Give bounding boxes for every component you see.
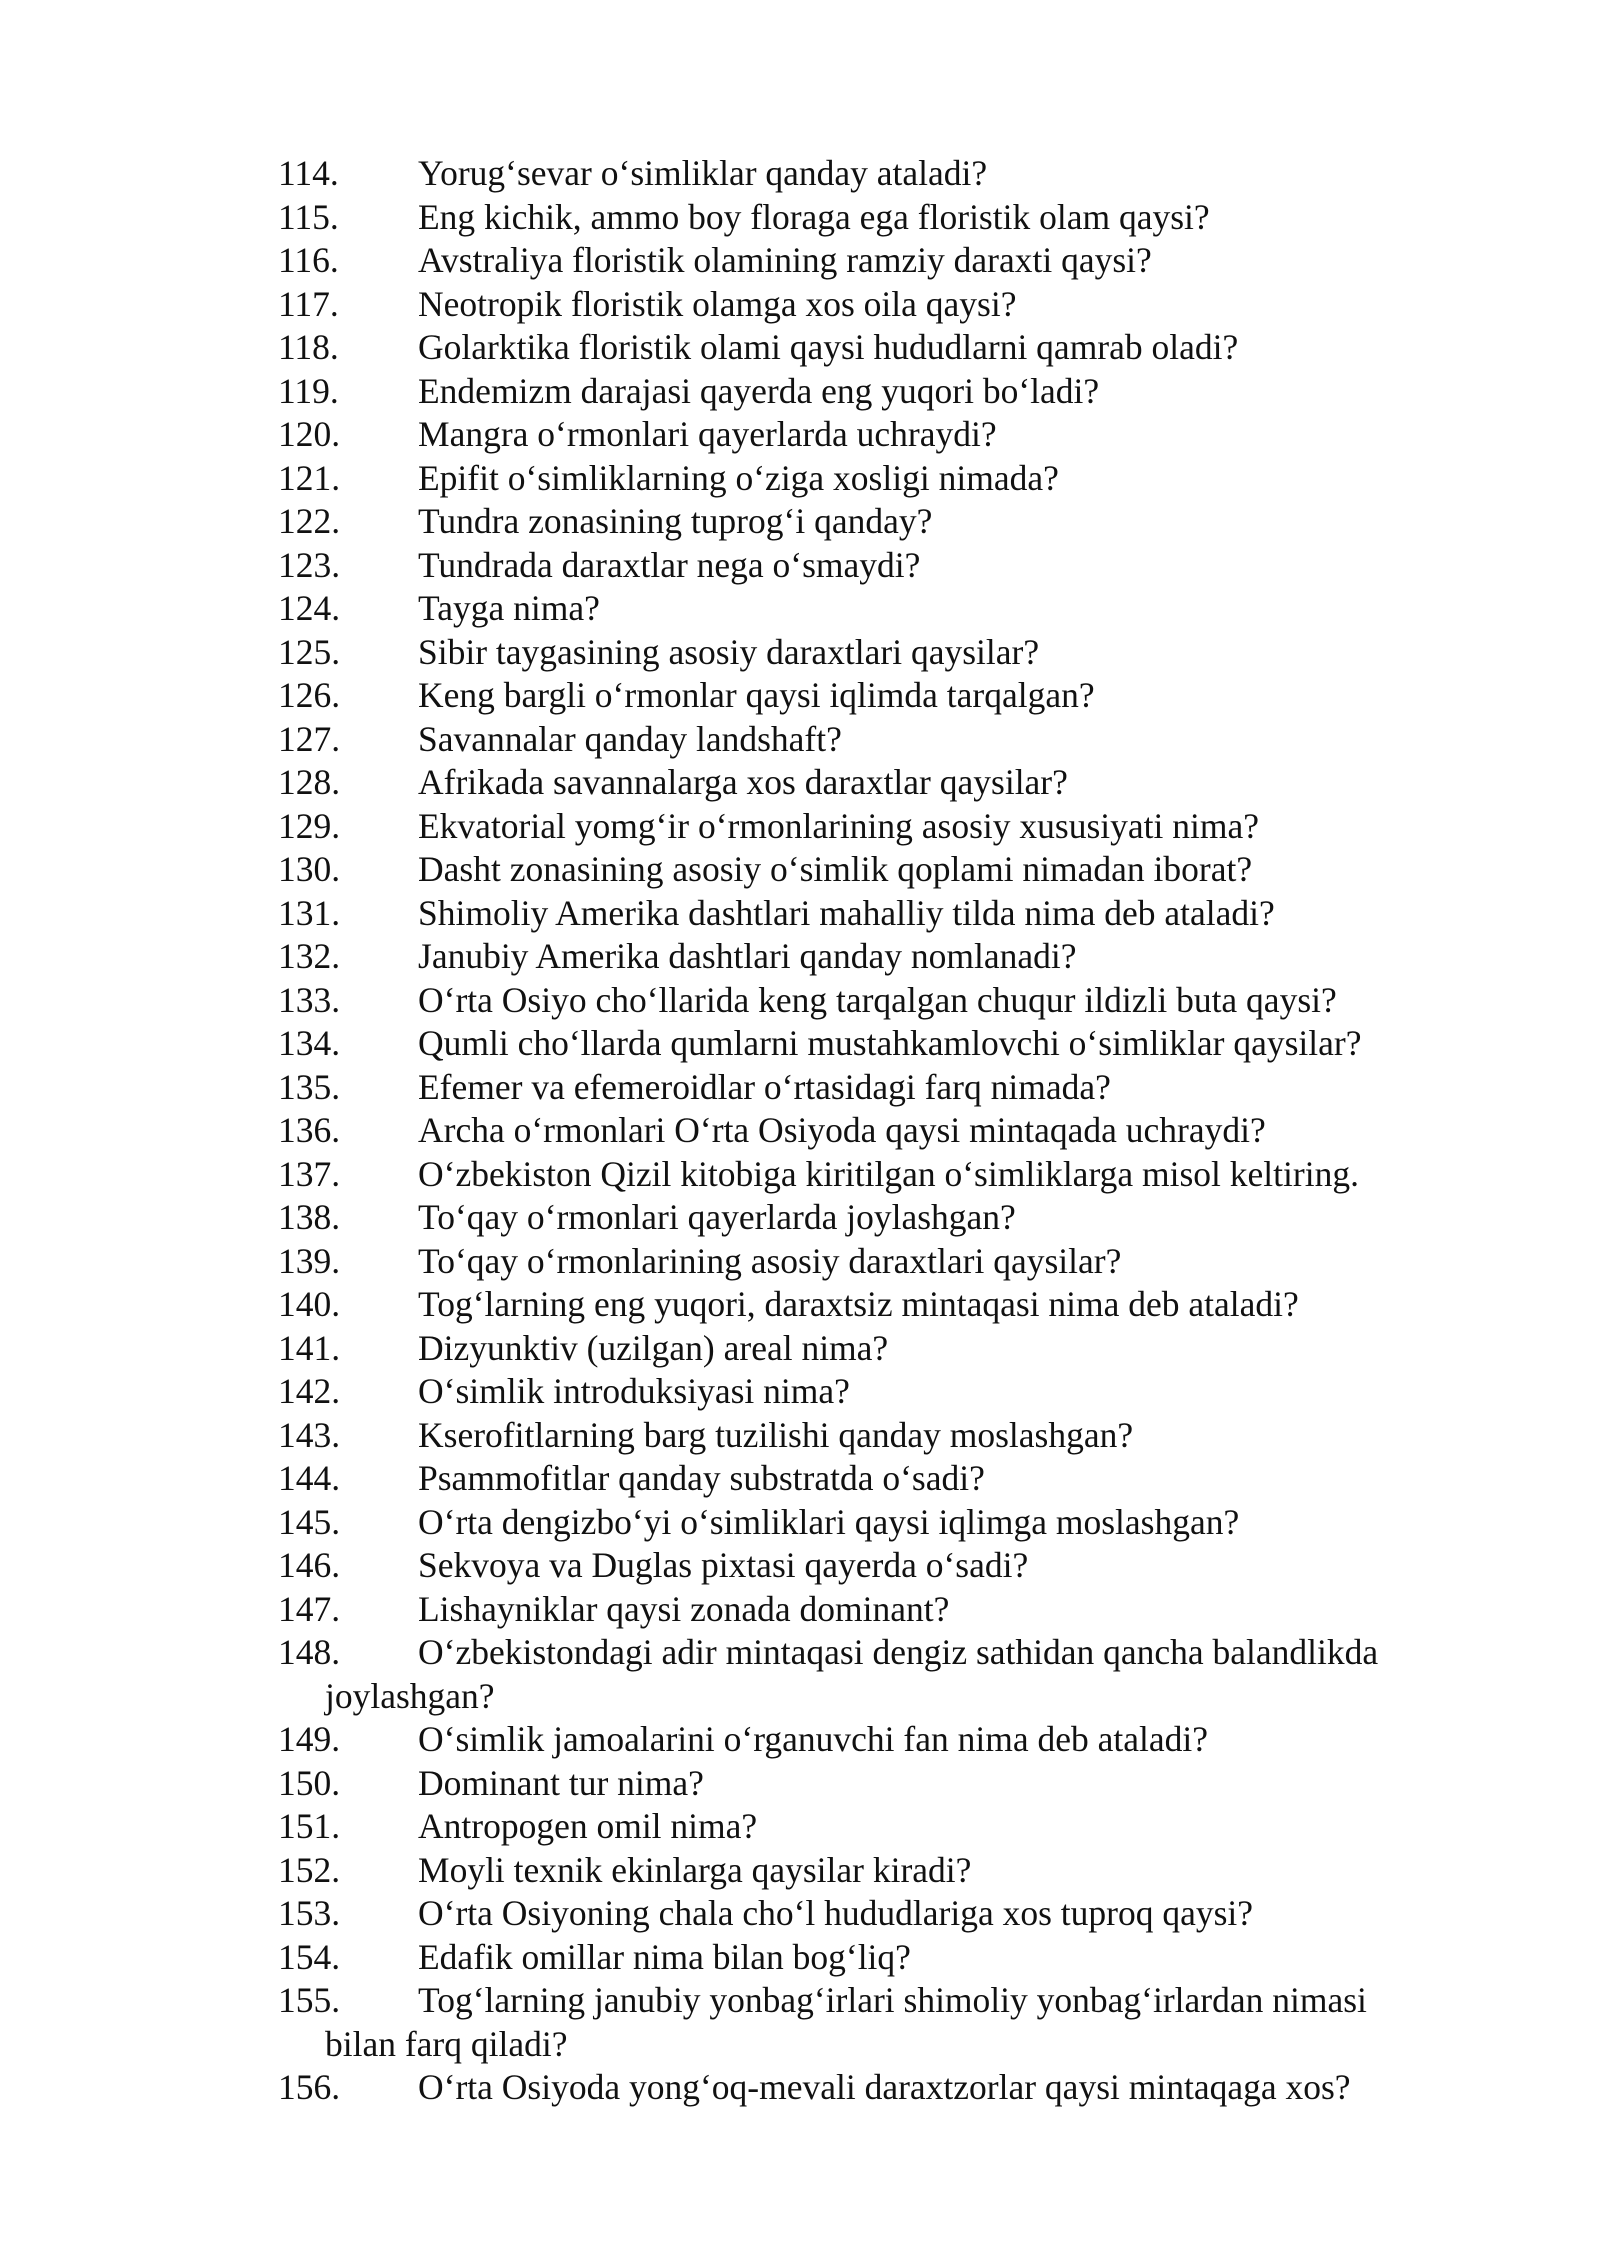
question-item — [231, 848, 1458, 892]
question-text: Neotropik floristik olamga xos oila qaysi? — [418, 283, 1017, 324]
question-line — [278, 2066, 1458, 2110]
question-text: Tundra zonasining tuprog‘i qanday? — [418, 501, 933, 541]
question-number: 144. — [278, 1458, 341, 1498]
question-line — [278, 152, 1458, 196]
question-item — [231, 413, 1458, 457]
question-number: 115. — [278, 196, 339, 237]
question-item — [231, 1501, 1458, 1545]
question-item — [231, 718, 1458, 762]
question-line — [278, 1849, 1458, 1893]
question-number: 146. — [278, 1545, 341, 1585]
question-text: Savannalar qanday landshaft? — [418, 718, 842, 759]
question-item — [231, 892, 1458, 936]
question-text: Archa o‘rmonlari O‘rta Osiyoda qaysi mintaqada uchraydi? — [418, 1110, 1266, 1150]
question-text: Endemizm darajasi qayerda eng yuqori bo‘ladi? — [418, 370, 1100, 411]
question-number: 150. — [278, 1762, 341, 1803]
question-line — [278, 326, 1458, 370]
question-item — [231, 1849, 1458, 1893]
question-line — [278, 457, 1458, 501]
question-line — [278, 892, 1458, 936]
question-line — [278, 1631, 1458, 1675]
question-item — [231, 1240, 1458, 1284]
question-line — [278, 935, 1458, 979]
question-text: O‘rta dengizbo‘yi o‘simliklari qaysi iqlimga moslashgan? — [418, 1501, 1240, 1542]
question-text: Keng bargli o‘rmonlar qaysi iqlimda tarqalgan? — [418, 675, 1095, 715]
question-line — [278, 413, 1458, 457]
question-text: Golarktika floristik olami qaysi hududlarni qamrab oladi? — [418, 327, 1239, 367]
question-list — [278, 152, 1458, 2110]
question-line — [278, 631, 1458, 675]
question-text: To‘qay o‘rmonlari qayerlarda joylashgan? — [418, 1197, 1016, 1237]
question-item — [231, 805, 1458, 849]
question-item — [231, 587, 1458, 631]
question-number: 124. — [278, 588, 341, 628]
question-line — [278, 1283, 1458, 1327]
question-number: 129. — [278, 805, 341, 846]
question-number: 116. — [278, 240, 339, 280]
question-number: 121. — [278, 457, 341, 498]
question-text: O‘rta Osiyoda yong‘oq-mevali daraxtzorlar qaysi mintaqaga xos? — [418, 2067, 1351, 2107]
question-line — [278, 1109, 1458, 1153]
question-line — [278, 1718, 1458, 1762]
question-item — [231, 1022, 1458, 1066]
question-item — [231, 1544, 1458, 1588]
question-line — [278, 196, 1458, 240]
question-number: 153. — [278, 1893, 341, 1933]
question-number: 140. — [278, 1284, 341, 1324]
question-line — [278, 544, 1458, 588]
question-text: Afrikada savannalarga xos daraxtlar qaysilar? — [418, 762, 1068, 802]
question-number: 142. — [278, 1371, 341, 1411]
question-item — [231, 152, 1458, 196]
question-text: O‘simlik introduksiyasi nima? — [418, 1371, 850, 1411]
question-item — [231, 370, 1458, 414]
question-number: 126. — [278, 675, 341, 715]
question-number: 138. — [278, 1197, 341, 1237]
question-text: Edafik omillar nima bilan bog‘liq? — [418, 1936, 911, 1977]
question-item — [231, 326, 1458, 370]
question-item — [231, 1805, 1458, 1849]
question-line — [278, 1370, 1458, 1414]
question-item — [231, 1979, 1458, 2066]
question-line — [278, 674, 1458, 718]
question-item — [231, 1457, 1458, 1501]
question-text: Avstraliya floristik olamining ramziy daraxti qaysi? — [418, 240, 1152, 280]
question-text: Tundrada daraxtlar nega o‘smaydi? — [418, 544, 921, 585]
question-line — [278, 1457, 1458, 1501]
question-item — [231, 1109, 1458, 1153]
question-item — [231, 1718, 1458, 1762]
question-line — [278, 239, 1458, 283]
question-text: O‘rta Osiyo cho‘llarida keng tarqalgan chuqur ildizli buta qaysi? — [418, 979, 1337, 1020]
question-number: 136. — [278, 1110, 341, 1150]
question-text: Moyli texnik ekinlarga qaysilar kiradi? — [418, 1849, 972, 1890]
question-number: 127. — [278, 718, 341, 759]
question-text: O‘rta Osiyoning chala cho‘l hududlariga xos tuproq qaysi? — [418, 1893, 1254, 1933]
question-number: 156. — [278, 2067, 341, 2107]
question-item — [231, 196, 1458, 240]
question-number: 145. — [278, 1501, 341, 1542]
question-item — [231, 1283, 1458, 1327]
question-text: O‘zbekiston Qizil kitobiga kiritilgan o‘simliklarga misol keltiring. — [418, 1153, 1359, 1194]
question-item — [231, 1936, 1458, 1980]
question-line — [278, 370, 1458, 414]
question-line — [278, 500, 1458, 544]
question-number: 139. — [278, 1240, 341, 1281]
question-line — [278, 718, 1458, 762]
question-line — [278, 283, 1458, 327]
question-text-continuation: joylashgan? — [325, 1675, 495, 1716]
question-text: Sekvoya va Duglas pixtasi qayerda o‘sadi? — [418, 1545, 1029, 1585]
question-number: 128. — [278, 762, 341, 802]
question-item — [231, 500, 1458, 544]
question-line — [278, 587, 1458, 631]
question-text: Dominant tur nima? — [418, 1762, 704, 1803]
question-item — [231, 1370, 1458, 1414]
question-line — [278, 1196, 1458, 1240]
question-number: 118. — [278, 327, 339, 367]
question-item — [231, 239, 1458, 283]
question-text: Tog‘larning janubiy yonbag‘irlari shimoliy yonbag‘irlardan nimasi — [418, 1980, 1367, 2020]
question-number: 141. — [278, 1327, 341, 1368]
question-item — [231, 631, 1458, 675]
question-text: Dasht zonasining asosiy o‘simlik qoplami nimadan iborat? — [418, 849, 1253, 889]
question-line — [278, 1022, 1458, 1066]
question-line — [278, 1414, 1458, 1458]
question-number: 133. — [278, 979, 341, 1020]
question-text-continuation: bilan farq qiladi? — [325, 2023, 568, 2064]
question-number: 154. — [278, 1936, 341, 1977]
question-text: Shimoliy Amerika dashtlari mahalliy tilda nima deb ataladi? — [418, 892, 1275, 933]
question-text: Epifit o‘simliklarning o‘ziga xosligi nimada? — [418, 457, 1059, 498]
question-text: Qumli cho‘llarda qumlarni mustahkamlovchi o‘simliklar qaysilar? — [418, 1023, 1362, 1063]
question-line — [278, 1892, 1458, 1936]
question-number: 131. — [278, 892, 341, 933]
question-item — [231, 1327, 1458, 1371]
question-line — [278, 1588, 1458, 1632]
question-item — [231, 1588, 1458, 1632]
question-line — [278, 1805, 1458, 1849]
question-number: 132. — [278, 936, 341, 976]
question-text: Janubiy Amerika dashtlari qanday nomlanadi? — [418, 936, 1077, 976]
question-item — [231, 979, 1458, 1023]
question-text: Psammofitlar qanday substratda o‘sadi? — [418, 1458, 985, 1498]
question-text: Lishayniklar qaysi zonada dominant? — [418, 1588, 950, 1629]
question-text: Tayga nima? — [418, 588, 600, 628]
question-line — [278, 1762, 1458, 1806]
question-line — [278, 1544, 1458, 1588]
question-text: To‘qay o‘rmonlarining asosiy daraxtlari qaysilar? — [418, 1240, 1122, 1281]
question-item — [231, 1414, 1458, 1458]
question-number: 114. — [278, 153, 339, 193]
question-line — [278, 1501, 1458, 1545]
question-text: Yorug‘sevar o‘simliklar qanday ataladi? — [418, 153, 988, 193]
question-text: Eng kichik, ammo boy floraga ega floristik olam qaysi? — [418, 196, 1210, 237]
question-number: 149. — [278, 1719, 341, 1759]
question-number: 120. — [278, 414, 341, 454]
question-item — [231, 2066, 1458, 2110]
question-item — [231, 935, 1458, 979]
question-number: 152. — [278, 1849, 341, 1890]
question-line — [278, 1153, 1458, 1197]
question-item — [231, 1066, 1458, 1110]
question-line — [278, 979, 1458, 1023]
question-number: 137. — [278, 1153, 341, 1194]
question-line — [278, 805, 1458, 849]
question-number: 151. — [278, 1806, 341, 1846]
question-number: 122. — [278, 501, 341, 541]
question-item — [231, 1196, 1458, 1240]
question-number: 125. — [278, 631, 341, 672]
question-number: 123. — [278, 544, 341, 585]
question-line — [278, 1327, 1458, 1371]
question-number: 135. — [278, 1066, 341, 1107]
question-number: 130. — [278, 849, 341, 889]
question-item — [231, 283, 1458, 327]
question-number: 117. — [278, 283, 339, 324]
question-number: 134. — [278, 1023, 341, 1063]
question-line — [278, 1066, 1458, 1110]
question-text: Tog‘larning eng yuqori, daraxtsiz mintaqasi nima deb ataladi? — [418, 1284, 1299, 1324]
question-number: 143. — [278, 1414, 341, 1455]
question-item — [231, 457, 1458, 501]
question-text: Mangra o‘rmonlari qayerlarda uchraydi? — [418, 414, 997, 454]
question-item — [231, 544, 1458, 588]
question-text: Antropogen omil nima? — [418, 1806, 758, 1846]
question-item — [231, 761, 1458, 805]
question-item — [231, 1762, 1458, 1806]
question-line — [278, 1936, 1458, 1980]
question-number: 147. — [278, 1588, 341, 1629]
question-text: O‘zbekistondagi adir mintaqasi dengiz sathidan qancha balandlikda — [418, 1632, 1379, 1672]
question-number: 148. — [278, 1632, 341, 1672]
question-text: Kserofitlarning barg tuzilishi qanday moslashgan? — [418, 1414, 1134, 1455]
question-item — [231, 1631, 1458, 1718]
question-text: Efemer va efemeroidlar o‘rtasidagi farq nimada? — [418, 1066, 1111, 1107]
question-text: Dizyunktiv (uzilgan) areal nima? — [418, 1327, 889, 1368]
question-text: O‘simlik jamoalarini o‘rganuvchi fan nima deb ataladi? — [418, 1719, 1208, 1759]
question-number: 119. — [278, 370, 339, 411]
question-line — [278, 761, 1458, 805]
question-item — [231, 674, 1458, 718]
question-item — [231, 1892, 1458, 1936]
question-line — [278, 1240, 1458, 1284]
question-text: Ekvatorial yomg‘ir o‘rmonlarining asosiy xususiyati nima? — [418, 805, 1259, 846]
question-text: Sibir taygasining asosiy daraxtlari qaysilar? — [418, 631, 1040, 672]
question-item — [231, 1153, 1458, 1197]
question-line — [278, 1979, 1458, 2023]
question-number: 155. — [278, 1980, 341, 2020]
question-line — [278, 848, 1458, 892]
